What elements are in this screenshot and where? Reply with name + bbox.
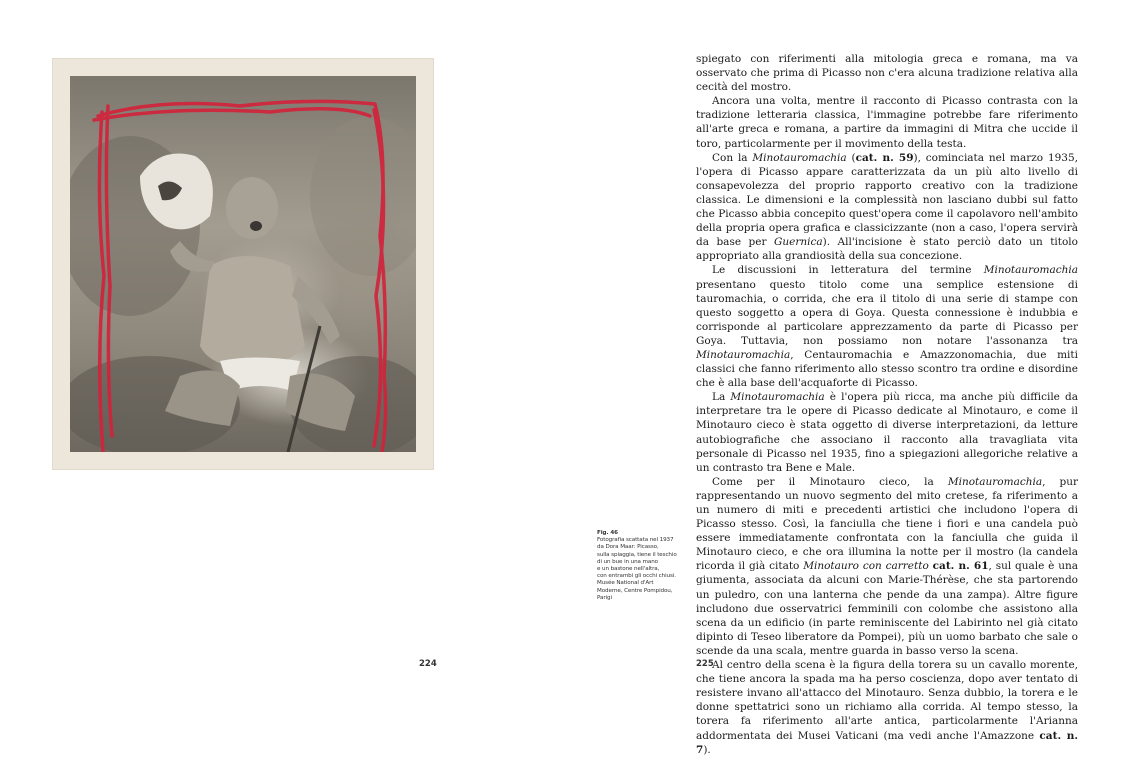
caption-line: sulla spiaggia, tiene il teschio (597, 551, 677, 558)
photograph-mount (52, 58, 434, 470)
figure-number: Fig. 46 (597, 530, 618, 536)
italic-title: Minotauromachia (752, 151, 847, 164)
caption-line: Musée National d'Art (597, 580, 654, 587)
caption-line: e un bastone nell'altra, (597, 566, 660, 573)
text-run: spiegato con riferimenti alla mitologia greca e romana, ma va osservato che prima di Picasso non c'era alcuna tradizione relativa alla cecità del mostro. (696, 53, 1078, 94)
body-paragraph (696, 151, 1078, 264)
text-run: è l'opera più ricca, ma anche più difficile da interpretare tra le opere di Picasso dedicate al Minotauro, e come il Minotauro cieco è stata oggetto di diverse interpretazioni, da letture autobiografiche che associano il racconto alla travagliata vita personale di Picasso nel 1935, fino a spiegazioni allegoriche relative a un contrasto tra Bene e Male. (696, 391, 1078, 474)
text-run: , Centauromachia e Amazzonomachia, due miti classici che fanno riferimento allo stesso scontro tra ordine e disordine che è alla base dell'acquaforte di Picasso. (696, 348, 1078, 390)
text-run: , sul quale è una giumenta, associata da alcuni con Marie-Thérèse, che sta partorendo un puledro, con una lanterna che pende da una zampa). Altre figure includono due osservatrici femminili con colombe che assistono alla scena da un edificio (in parte reminiscente del Labirinto nel già citato dipinto di Teseo liberatore da Pompei), più un uomo barbato che sale o scende da una scala, mentre guarda in basso verso la scena. (696, 560, 1079, 657)
italic-title: Guernica (773, 236, 823, 249)
catalog-reference: cat. n. 7 (696, 729, 1078, 756)
text-run: ( (846, 151, 856, 164)
caption-line: Fotografia scattata nel 1937 (597, 537, 674, 544)
italic-title: Minotauromachia (696, 348, 791, 361)
page-number-left: 224 (419, 659, 437, 669)
body-paragraph (696, 52, 1078, 94)
text-run: Le discussioni in letteratura del termine (712, 264, 984, 277)
catalog-reference: cat. n. 59 (855, 151, 914, 164)
photograph-picasso-beach (70, 76, 416, 452)
caption-line: da Dora Maar: Picasso, (597, 544, 659, 551)
text-run: Con la (712, 151, 753, 164)
text-run: ), cominciata nel marzo 1935, l'opera di Picasso appare caratterizzata da un più alto livello di consapevolezza del proprio rapporto creativo con la tradizione classica. Le dimensioni e la complessità non lasciano dubbi sul fatto che Picasso abbia concepito quest'opera come il capolavoro nell'ambito della propria opera grafica e classicizzante (non a caso, l'opera servirà da base per (696, 151, 1079, 249)
photograph-illustration (70, 76, 416, 452)
text-run: Al centro della scena è la figura della torera su un cavallo morente, che tiene ancora la spada ma ha perso coscienza, dopo aver tentato di resistere invano all'attacco del Minotauro. Senza dubbio, la torera e le donne spettatrici sono un richiamo alla corrida. Al tempo stesso, la torera fa riferimento all'arte antica, particolarmente l'Arianna addormentata dei Musei Vaticani (ma vedi anche l'Amazzone (696, 659, 1078, 742)
body-paragraph (696, 475, 1078, 658)
caption-line: di un bue in una mano (597, 558, 658, 565)
catalog-reference: cat. n. 61 (932, 560, 989, 573)
body-paragraph (696, 658, 1078, 757)
text-run: ). (703, 743, 711, 756)
text-run: Come per il Minotauro cieco, la (712, 475, 948, 488)
caption-line: Moderne, Centre Pompidou, (597, 587, 673, 594)
caption-line: Parigi (597, 594, 612, 601)
italic-title: Minotauro con carretto (803, 560, 929, 573)
text-run: presentano questo titolo come una semplice estensione di tauromachia, o corrida, che era il titolo di una serie di stampe con questo soggetto a opera di Goya. Questa connessione è indubbia e corrisponde al particolare apprezzamento da parte di Picasso per Goya. Tuttavia, non possiamo non notare l'assonanza tra (696, 278, 1078, 347)
body-paragraph (696, 94, 1078, 150)
text-run: La (712, 391, 731, 404)
body-paragraph (696, 390, 1078, 475)
caption-line: con entrambi gli occhi chiusi. (597, 573, 676, 580)
body-paragraph (696, 263, 1078, 390)
text-run: ). All'incisione è stato perciò dato un titolo appropriato alla grandiosità della sua concezione. (696, 236, 1078, 263)
text-run: Ancora una volta, mentre il racconto di Picasso contrasta con la tradizione letteraria classica, l'immagine potrebbe fare riferimento all'arte greca e romana, a partire da immagini di Mitra che uccide il toro, particolarmente per il movimento della testa. (696, 95, 1078, 150)
italic-title: Minotauromachia (947, 475, 1043, 488)
text-run: , pur rappresentando un nuovo segmento del mito cretese, fa riferimento a un numero di miti e precedenti artistici che includono l'opera di Picasso stesso. Così, la fanciulla che tiene i fiori e una candela può essere immediatamente confrontata con la fanciulla che guida il Minotauro cieco, e che ora illumina la notte per il mostro (la candela ricorda il già citato (696, 475, 1078, 573)
page-number-right: 225 (696, 659, 714, 669)
italic-title: Minotauromachia (730, 391, 825, 404)
figure-caption (597, 530, 689, 602)
body-text-column (696, 52, 1078, 757)
italic-title: Minotauromachia (983, 264, 1078, 277)
